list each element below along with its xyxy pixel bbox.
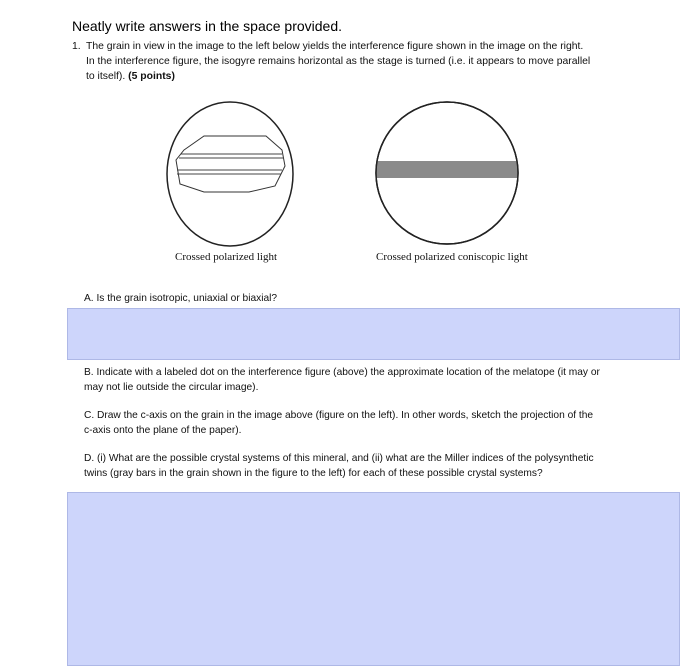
part-c-question: C. Draw the c-axis on the grain in the image above (figure on the left). In other words, sketch the projection of the c-axis onto the plane of the paper).: [84, 410, 594, 436]
interference-figure: [373, 99, 521, 247]
question-text: The grain in view in the image to the left below yields the interference figure shown in the image on the right. In the interference figure, the isogyre remains horizontal as the stage is turned (i.e. it appears to move parallel to itself).: [86, 41, 591, 82]
part-d-question: D. (i) What are the possible crystal systems of this mineral, and (ii) what are the Miller indices of the polysynthetic twins (gray bars in the grain shown in the figure to the left) for each of these possible crystal systems?: [84, 453, 594, 479]
page-heading: Neatly write answers in the space provided.: [72, 18, 343, 34]
question-1: [72, 39, 592, 84]
grain-outline: [176, 136, 285, 192]
answer-box-a[interactable]: [67, 308, 680, 360]
left-figure-caption: Crossed polarized light: [175, 251, 278, 263]
isogyre-bar: [373, 161, 521, 178]
question-points: (5 points): [128, 71, 175, 82]
question-number: 1.: [72, 41, 81, 52]
right-figure-caption: Crossed polarized coniscopic light: [376, 251, 528, 263]
grain-figure: [164, 100, 296, 248]
part-b-question: B. Indicate with a labeled dot on the interference figure (above) the approximate location of the melatope (it may or may not lie outside the circular image).: [84, 367, 600, 393]
question-text-wrapper: [86, 39, 592, 84]
part-a-question: A. Is the grain isotropic, uniaxial or biaxial?: [84, 293, 278, 304]
answer-box-d[interactable]: [67, 492, 680, 666]
